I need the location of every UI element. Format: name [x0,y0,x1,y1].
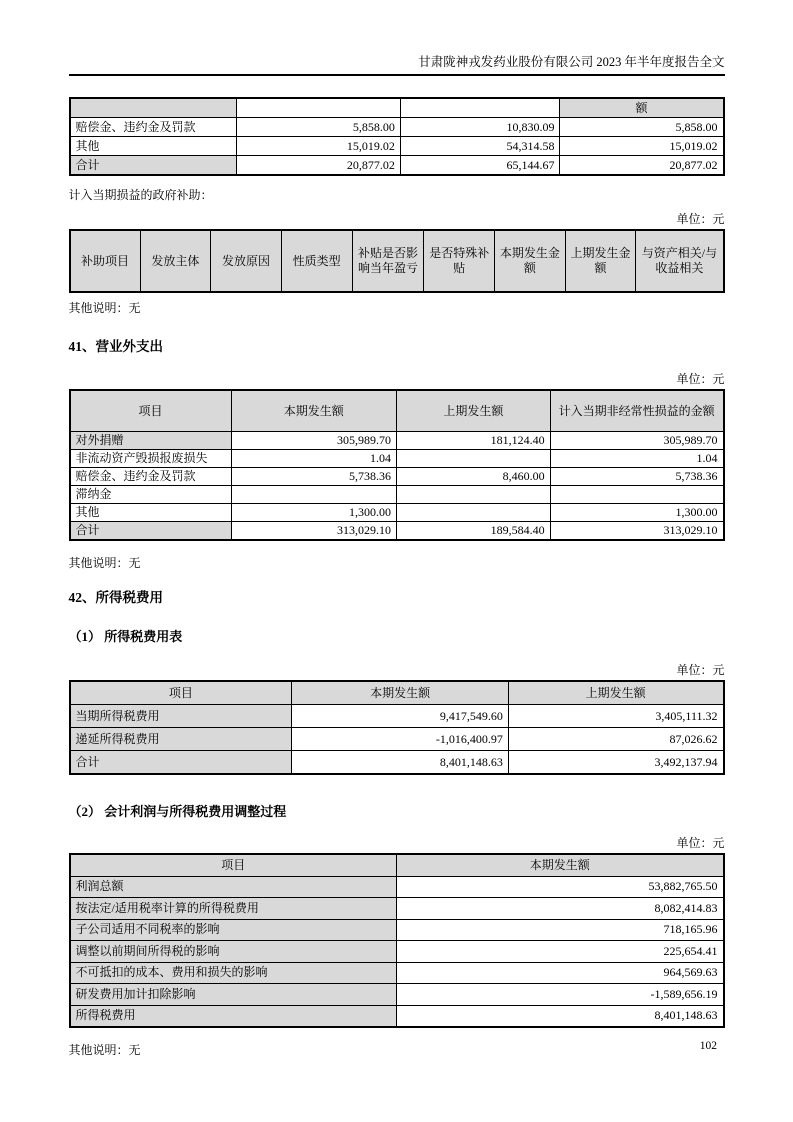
header-cell [237,98,401,118]
header-cell: 上期发生额 [508,681,723,705]
table-row [70,984,724,1006]
value-cell: 313,029.10 [550,522,723,541]
table-header-row [70,390,724,432]
value-cell [231,486,396,504]
table-row [70,705,724,728]
table-total-row [70,522,724,541]
table-row [70,504,724,522]
value-cell: 5,858.00 [560,118,724,137]
value-cell: 9,417,549.60 [292,705,508,728]
unit-label: 单位：元 [676,372,725,386]
row-label-cell: 当期所得税费用 [70,705,292,728]
header-cell: 上期发生金额 [565,230,636,292]
row-label-cell: 研发费用加计扣除影响 [70,984,397,1006]
value-cell [550,486,723,504]
header-cell: 额 [560,98,724,118]
header-rule [69,74,725,76]
row-label-cell: 递延所得税费用 [70,728,292,751]
header-cell: 上期发生额 [396,390,550,432]
header-cell: 计入当期非经常性损益的金额 [550,390,723,432]
table-row [70,486,724,504]
header-cell [400,98,560,118]
penalty-summary-table [69,97,725,176]
value-cell: 189,584.40 [396,522,550,541]
row-label-cell: 滞纳金 [70,486,232,504]
value-cell: 3,405,111.32 [508,705,723,728]
value-cell: 53,882,765.50 [397,876,724,898]
table-row [70,962,724,984]
value-cell [396,504,550,522]
value-cell: 8,082,414.83 [397,898,724,920]
value-cell [396,486,550,504]
value-cell [396,450,550,468]
value-cell: 3,492,137.94 [508,751,723,775]
gov-subsidy-intro-note: 计入当期损益的政府补助： [68,188,213,202]
value-cell: 5,738.36 [231,468,396,486]
row-label-cell: 其他 [70,504,232,522]
row-label-cell: 不可抵扣的成本、费用和损失的影响 [70,962,397,984]
section-42-heading: 42、所得税费用 [68,590,163,605]
value-cell: 8,401,148.63 [397,1005,724,1027]
row-label-cell: 子公司适用不同税率的影响 [70,919,397,941]
header-cell: 本期发生额 [231,390,396,432]
row-label-cell: 对外捐赠 [70,432,232,450]
row-label-cell: 按法定/适用税率计算的所得税费用 [70,898,397,920]
page-content [69,0,725,1058]
table-row [70,450,724,468]
header-cell: 发放原因 [211,230,282,292]
value-cell: 181,124.40 [396,432,550,450]
header-cell: 补贴是否影响当年盈亏 [352,230,424,292]
value-cell: 313,029.10 [231,522,396,541]
row-label-cell: 合计 [70,751,292,775]
value-cell: 87,026.62 [508,728,723,751]
row-label-cell: 利润总额 [70,876,397,898]
unit-label: 单位：元 [676,663,725,677]
row-label-cell: 合计 [70,156,237,176]
row-label-cell: 非流动资产毁损报废损失 [70,450,232,468]
value-cell: 1.04 [231,450,396,468]
row-label-cell: 赔偿金、违约金及罚款 [70,118,237,137]
value-cell: 1,300.00 [550,504,723,522]
value-cell: 65,144.67 [400,156,560,176]
table-header-row [70,681,724,705]
value-cell: 15,019.02 [560,137,724,156]
value-cell: 1.04 [550,450,723,468]
table-row [70,468,724,486]
row-label-cell: 合计 [70,522,232,541]
value-cell: 15,019.02 [237,137,401,156]
table-row [70,876,724,898]
value-cell: 20,877.02 [237,156,401,176]
table-header-row [70,854,724,876]
row-label-cell: 调整以前期间所得税的影响 [70,941,397,963]
value-cell: 5,738.36 [550,468,723,486]
unit-label: 单位：元 [676,212,725,226]
table-header-row [70,230,724,292]
table-row [70,432,724,450]
section-42-2-heading: （2） 会计利润与所得税费用调整过程 [68,804,287,819]
value-cell: 964,569.63 [397,962,724,984]
table-row [70,919,724,941]
value-cell: -1,589,656.19 [397,984,724,1006]
table-row [70,898,724,920]
value-cell: 305,989.70 [231,432,396,450]
value-cell: 5,858.00 [237,118,401,137]
tax-adjustment-table [69,853,725,1028]
table-row [70,118,724,137]
section-42-1-heading: （1） 所得税费用表 [68,629,183,644]
header-cell: 与资产相关/与收益相关 [636,230,724,292]
other-note: 其他说明：无 [68,1043,141,1057]
value-cell: 225,654.41 [397,941,724,963]
header-cell: 本期发生金额 [495,230,566,292]
gov-subsidy-table [69,229,725,293]
value-cell: 54,314.58 [400,137,560,156]
non-operating-expenses-table [69,389,725,541]
value-cell: 10,830.09 [400,118,560,137]
header-cell: 发放主体 [140,230,211,292]
row-label-cell: 其他 [70,137,237,156]
income-tax-expense-table [69,680,725,775]
table-total-row [70,751,724,775]
value-cell: 20,877.02 [560,156,724,176]
page-number: 102 [699,1040,717,1052]
row-label-cell: 赔偿金、违约金及罚款 [70,468,232,486]
value-cell: -1,016,400.97 [292,728,508,751]
table-row [70,941,724,963]
table-total-row [70,156,724,176]
value-cell: 305,989.70 [550,432,723,450]
header-cell: 本期发生额 [292,681,508,705]
header-cell: 本期发生额 [397,854,724,876]
header-cell: 是否特殊补贴 [424,230,495,292]
table-row [70,1005,724,1027]
other-note: 其他说明：无 [68,556,141,570]
header-cell: 性质类型 [281,230,352,292]
table-row [70,728,724,751]
section-41-heading: 41、营业外支出 [68,339,163,354]
header-cell: 项目 [70,681,292,705]
table-row [70,137,724,156]
value-cell: 8,401,148.63 [292,751,508,775]
value-cell: 1,300.00 [231,504,396,522]
value-cell: 718,165.96 [397,919,724,941]
table-header-row [70,98,724,118]
unit-label: 单位：元 [676,836,725,850]
other-note: 其他说明：无 [68,301,141,315]
report-header-title: 甘肃陇神戎发药业股份有限公司 2023 年半年度报告全文 [418,55,725,69]
header-cell: 项目 [70,390,232,432]
header-cell: 补助项目 [70,230,141,292]
value-cell: 8,460.00 [396,468,550,486]
header-cell [70,98,237,118]
row-label-cell: 所得税费用 [70,1005,397,1027]
header-cell: 项目 [70,854,397,876]
